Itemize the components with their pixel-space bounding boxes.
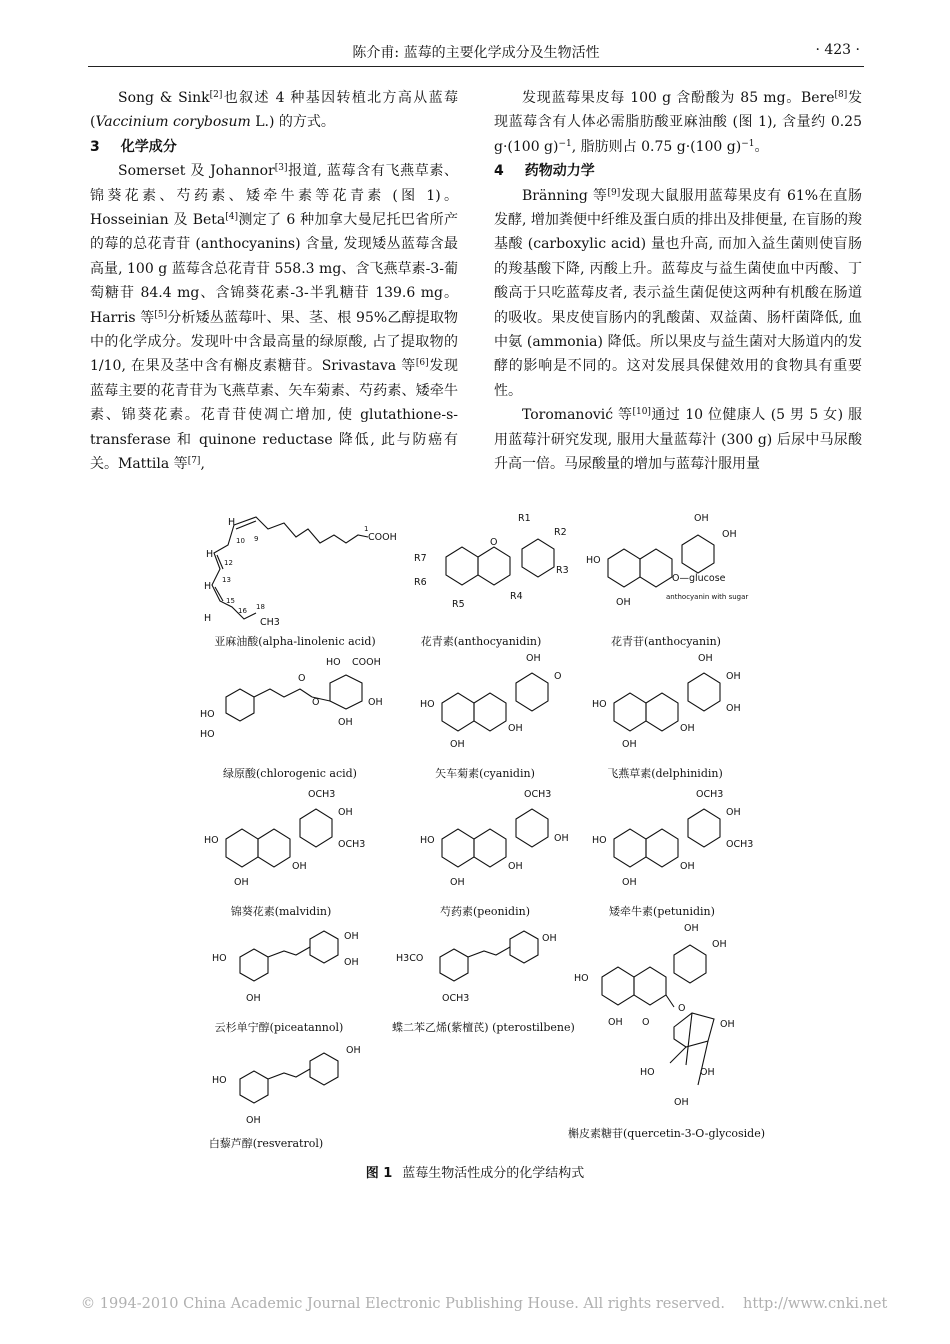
label-c16: 16 [238,607,247,615]
label-oxygen: O [642,1017,650,1028]
running-header [88,40,864,67]
right-column [494,86,862,477]
label-oh: OH [450,877,465,888]
structure-anthocyanin [586,509,756,629]
section-title: 化学成分 [120,138,177,155]
label-c10: 10 [236,537,245,545]
caption-peonidin: 芍药素(peonidin) [439,905,530,918]
caption-alpha-linolenic-acid: 亚麻油酸(alpha-linolenic acid) [214,635,376,648]
structure-malvidin [204,785,384,895]
caption-chlorogenic-acid: 绿原酸(chlorogenic acid) [223,767,357,780]
label-c9: 9 [254,535,259,543]
label-cooh: COOH [368,532,397,543]
label-r6: R6 [414,577,427,588]
label-oh: OH [698,653,713,664]
label-ho: HO [640,1067,655,1078]
section-heading [494,159,862,183]
label-ho: HO [212,1075,227,1086]
label-ho: HO [200,729,215,740]
label-ho: HO [420,699,435,710]
label-och3: OCH3 [308,789,336,800]
label-ho: HO [586,555,601,566]
label-ho: HO [574,973,589,984]
label-oh: OH [712,939,727,950]
label-c1: 1 [364,525,369,533]
label-h: H [204,581,212,592]
structure-pterostilbene [394,921,574,1011]
structure-anthocyanidin [406,509,586,629]
label-oh: OH [622,877,637,888]
caption-delphinidin: 飞燕草素(delphinidin) [607,767,723,780]
label-o-glucose: O—glucose [672,573,726,584]
left-column [90,86,458,477]
running-title: 陈介甫: 蓝莓的主要化学成分及生物活性 [352,45,600,61]
label-h: H [204,613,212,624]
structure-delphinidin [592,653,752,753]
label-c12: 12 [224,559,233,567]
structure-peonidin [420,785,590,895]
label-oh: OH [368,697,383,708]
label-oh: OH [694,513,709,524]
label-oh: OH [684,923,699,934]
label-oxygen: O [298,673,306,684]
label-oh: OH [338,807,353,818]
label-oh: OH [726,703,741,714]
paragraph: Bränning 等[9]发现大鼠服用蓝莓果皮有 61%在直肠发酵, 增加粪便中纤维及蛋白质的排出及排便量, 在盲肠的羧基酸 (carboxylic acid) 量也升高, 而加入益生菌则使盲肠的羧基酸下降, 丙酸上升。蓝莓皮与益生菌使血中丙酸、丁酸高于只吃蓝莓皮者, 表示益生菌促使这两种有机酸在肠道的吸收。果皮使盲肠内的乳酸菌、双益菌、肠杆菌降低, 血中氨 (ammonia) 降低。所以果皮与益生菌对大肠道内的发酵的影响是不同的。这对发展具保健效用的食物具有重要性。 [494,187,862,399]
label-oh: OH [722,529,737,540]
label-oh: OH [338,717,353,728]
label-och3: OCH3 [696,789,724,800]
citation: [5] [154,309,168,320]
label-oh: OH [508,723,523,734]
citation: [3] [274,163,288,174]
label-ho: HO [200,709,215,720]
label-r1: R1 [518,513,531,524]
label-oh: OH [726,807,741,818]
citation: [8] [834,90,848,100]
paragraph: Somerset 及 Johannor[3]报道, 蓝莓含有飞燕草素、锦葵花素、芍药素、矮牵牛素等花青素 (图 1)。Hosseinian 及 Beta[4]测定了 6 种加拿大曼尼托巴省所产的莓的总花青苷 (anthocyanins) 含量, 发现矮丛蓝莓含最高量, 100 g 蓝莓含总花青苷 558.3 mg、含飞燕草素-3-葡萄糖苷 84.4 mg、含锦葵花素-3-半乳糖苷 139.6 mg。Harris 等[5]分析矮丛蓝莓叶、果、茎、根 95%乙醇提取物中的化学成分。发现叶中含最高量的绿原酸, 占了提取物的 1/10, 在果及茎中含有槲皮素糖苷。Srivastava 等[6]发现蓝莓主要的花青苷为飞燕草素、矢车菊素、芍药素、矮牵牛素、锦葵花素。花青苷使凋亡增加, 使 glutathione-s-transferase 和 quinone reductase 降低, 此与防癌有关。Mattila 等[7], [90,163,459,473]
footer-url[interactable]: http://www.cnki.net [742,1296,888,1312]
anthocyanin-note: anthocyanin with sugar [666,593,749,601]
footer [0,1296,950,1312]
label-ho: HO [592,699,607,710]
structure-alpha-linolenic-acid [198,511,408,631]
label-cooh: COOH [352,657,381,668]
label-r7: R7 [414,553,427,564]
caption-cyanidin: 矢车菊素(cyanidin) [435,767,535,780]
structure-resveratrol [210,1041,380,1131]
citation: [6] [415,358,429,369]
label-oh: OH [246,993,261,1004]
paragraph: 发现蓝莓果皮每 100 g 含酚酸为 85 mg。Bere[8]发现蓝莓含有人体必需脂肪酸亚麻油酸 (图 1), 含量约 0.25 g·(100 g)$^{-1}$, 脂肪则占 0.75 g·(100 g)$^{-1}$。 [494,90,863,155]
caption-anthocyanidin: 花青素(anthocyanidin) [420,635,542,648]
caption-petunidin: 矮牵牛素(petunidin) [609,905,715,918]
label-h: H [228,517,236,528]
label-och3: OCH3 [442,993,470,1004]
label-ho: HO [420,835,435,846]
figure-caption [0,1162,950,1181]
caption-quercetin-glycoside: 槲皮素糖苷(quercetin-3-O-glycoside) [568,1127,766,1140]
label-oh: OH [674,1097,689,1108]
paragraph: Toromanović 等[10]通过 10 位健康人 (5 男 5 女) 服用蓝莓汁研究发现, 服用大量蓝莓汁 (300 g) 后尿中马尿酸升高一倍。马尿酸量的增加与蓝莓汁服用量 [494,407,862,473]
page-number: · 423 · [815,42,860,58]
citation: [10] [632,407,651,418]
label-oh: OH [246,1115,261,1126]
caption-anthocyanin: 花青苷(anthocyanin) [611,635,721,648]
label-oh: OH [344,931,359,942]
section-heading [90,135,458,159]
label-h3co: H3CO [396,953,424,964]
label-ho: HO [592,835,607,846]
label-oh: OH [526,653,541,664]
label-oh: OH [622,739,637,750]
label-ho: HO [204,835,219,846]
label-oh: OH [616,597,631,608]
label-oxygen: O [490,537,498,548]
label-oh: OH [292,861,307,872]
caption-malvidin: 锦葵花素(malvidin) [230,905,332,918]
figure-title: 蓝莓生物活性成分的化学结构式 [402,1166,585,1181]
label-oh: OH [344,957,359,968]
section-number: 4 [494,163,504,180]
label-och3: OCH3 [524,789,552,800]
label-oh: OH [542,933,557,944]
figure-label: 图 1 [365,1166,393,1181]
label-h: H [206,549,214,560]
label-oh: OH [700,1067,715,1078]
caption-pterostilbene: 蝶二苯乙烯(紫檀芪) (pterostilbene) [392,1021,575,1034]
label-oh: OH [346,1045,361,1056]
label-r5: R5 [452,599,465,610]
label-oh: OH [450,739,465,750]
section-number: 3 [90,138,100,155]
italic-term: Vaccinium corybosum [95,114,251,131]
citation: −1 [558,138,572,149]
label-c18: 18 [256,603,265,611]
citation: [4] [225,212,238,223]
figure-1 [196,503,766,1150]
structure-petunidin [592,785,762,895]
citation: [2] [209,90,223,100]
label-oh: OH [680,861,695,872]
caption-resveratrol: 白藜芦醇(resveratrol) [208,1137,324,1150]
label-oh: OH [508,861,523,872]
label-c13: 13 [222,576,231,584]
structure-quercetin-glycoside [574,915,754,1115]
label-oh: OH [234,877,249,888]
paragraph: Song & Sink[2]也叙述 4 种基因转植北方高从蓝莓 (Vaccinium corybosum L.) 的方式。 [90,90,458,131]
structure-piceatannol [210,921,380,1011]
label-oxygen: O [678,1003,686,1014]
label-oh: OH [554,833,569,844]
label-och3: OCH3 [726,839,754,850]
label-r3: R3 [556,565,569,576]
citation: [9] [607,187,621,198]
label-oxygen: O [312,697,320,708]
label-oh: OH [726,671,741,682]
structure-chlorogenic-acid [200,653,400,753]
citation: −1 [741,138,755,149]
label-r4: R4 [510,591,523,602]
citation: [7] [187,456,201,467]
label-ho: HO [326,657,341,668]
label-c15: 15 [226,597,235,605]
caption-piceatannol: 云杉单宁醇(piceatannol) [214,1021,344,1034]
label-oxygen: O [554,671,562,682]
structure-cyanidin [420,653,580,753]
label-oh: OH [608,1017,623,1028]
label-oh: OH [720,1019,735,1030]
label-oh: OH [680,723,695,734]
label-ho: HO [212,953,227,964]
label-r2: R2 [554,527,567,538]
copyright: © 1994-2010 China Academic Journal Electronic Publishing House. All rights reserved. [80,1296,725,1312]
label-ch3: CH3 [260,617,280,628]
section-title: 药物动力学 [524,163,595,180]
label-och3: OCH3 [338,839,366,850]
